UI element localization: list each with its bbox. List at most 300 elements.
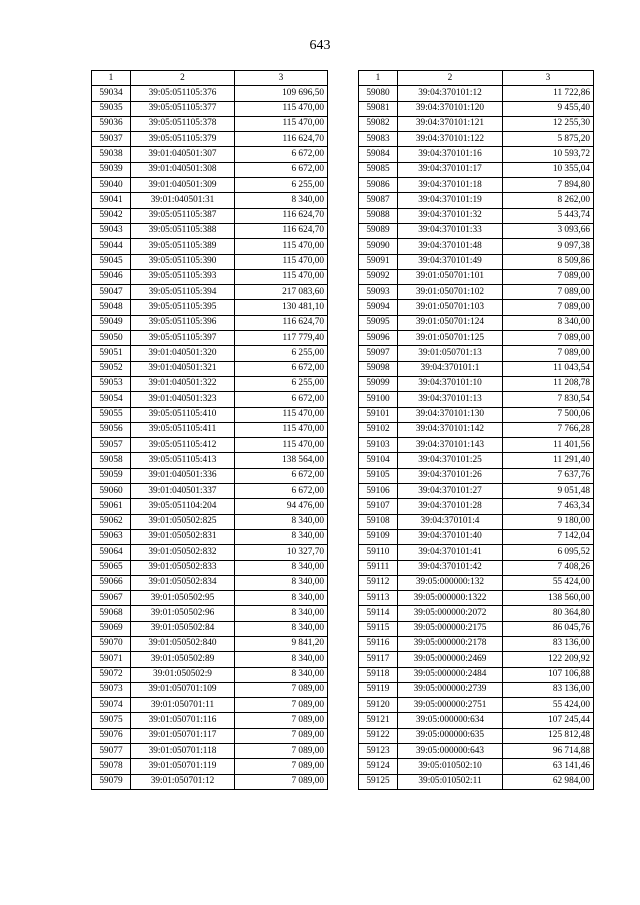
table-row: [359, 514, 594, 529]
cadastral-number-cell: 39:04:370101:4: [398, 514, 503, 529]
value-cell: 10 355,04: [503, 162, 594, 177]
table-row: [359, 254, 594, 269]
cadastral-number-cell: 39:04:370101:49: [398, 254, 503, 269]
value-cell: 116 624,70: [235, 315, 328, 330]
table-header-row: [92, 71, 328, 86]
table-row: [359, 407, 594, 422]
cadastral-number-cell: 39:01:040501:337: [131, 484, 235, 499]
cadastral-number-cell: 39:04:370101:42: [398, 560, 503, 575]
value-cell: 116 624,70: [235, 208, 328, 223]
cadastral-number-cell: 39:05:051105:412: [131, 438, 235, 453]
table-row: [92, 208, 328, 223]
value-cell: 7 089,00: [235, 728, 328, 743]
row-number-cell: 59053: [92, 376, 131, 391]
value-cell: 8 340,00: [235, 529, 328, 544]
cadastral-number-cell: 39:01:040501:309: [131, 178, 235, 193]
table-left: [91, 70, 328, 790]
row-number-cell: 59107: [359, 499, 398, 514]
value-cell: 7 089,00: [503, 331, 594, 346]
value-cell: 9 180,00: [503, 514, 594, 529]
table-row: [92, 713, 328, 728]
table-row: [92, 499, 328, 514]
table-row: [359, 728, 594, 743]
table-row: [359, 759, 594, 774]
row-number-cell: 59039: [92, 162, 131, 177]
row-number-cell: 59062: [92, 514, 131, 529]
cadastral-number-cell: 39:01:050701:12: [131, 774, 235, 789]
cadastral-number-cell: 39:01:050502:84: [131, 621, 235, 636]
table-row: [359, 667, 594, 682]
row-number-cell: 59095: [359, 315, 398, 330]
row-number-cell: 59114: [359, 606, 398, 621]
row-number-cell: 59123: [359, 744, 398, 759]
cadastral-number-cell: 39:01:040501:31: [131, 193, 235, 208]
table-header-row: [359, 71, 594, 86]
cadastral-number-cell: 39:04:370101:12: [398, 86, 503, 101]
row-number-cell: 59050: [92, 331, 131, 346]
cadastral-number-cell: 39:04:370101:13: [398, 392, 503, 407]
row-number-cell: 59035: [92, 101, 131, 116]
row-number-cell: 59109: [359, 529, 398, 544]
cadastral-number-cell: 39:04:370101:10: [398, 376, 503, 391]
cadastral-number-cell: 39:04:370101:19: [398, 193, 503, 208]
row-number-cell: 59083: [359, 132, 398, 147]
table-row: [359, 698, 594, 713]
table-row: [359, 101, 594, 116]
row-number-cell: 59073: [92, 682, 131, 697]
cadastral-number-cell: 39:01:050502:96: [131, 606, 235, 621]
row-number-cell: 59094: [359, 300, 398, 315]
table-row: [359, 636, 594, 651]
table-row: [359, 269, 594, 284]
value-cell: 7 089,00: [235, 698, 328, 713]
row-number-cell: 59077: [92, 744, 131, 759]
cadastral-number-cell: 39:01:040501:307: [131, 147, 235, 162]
value-cell: 107 106,88: [503, 667, 594, 682]
row-number-cell: 59120: [359, 698, 398, 713]
value-cell: 8 340,00: [503, 315, 594, 330]
table-row: [359, 331, 594, 346]
table-row: [359, 223, 594, 238]
value-cell: 107 245,44: [503, 713, 594, 728]
value-cell: 6 095,52: [503, 545, 594, 560]
table-row: [359, 285, 594, 300]
row-number-cell: 59071: [92, 652, 131, 667]
row-number-cell: 59058: [92, 453, 131, 468]
row-number-cell: 59072: [92, 667, 131, 682]
cadastral-number-cell: 39:05:051105:378: [131, 116, 235, 131]
row-number-cell: 59111: [359, 560, 398, 575]
value-cell: 125 812,48: [503, 728, 594, 743]
row-number-cell: 59102: [359, 422, 398, 437]
cadastral-number-cell: 39:01:050701:124: [398, 315, 503, 330]
cadastral-number-cell: 39:01:040501:323: [131, 392, 235, 407]
row-number-cell: 59052: [92, 361, 131, 376]
value-cell: 8 340,00: [235, 652, 328, 667]
cadastral-number-cell: 39:05:051105:387: [131, 208, 235, 223]
value-cell: 80 364,80: [503, 606, 594, 621]
row-number-cell: 59067: [92, 591, 131, 606]
row-number-cell: 59089: [359, 223, 398, 238]
table-row: [92, 636, 328, 651]
table-row: [359, 499, 594, 514]
value-cell: 7 089,00: [235, 713, 328, 728]
cadastral-number-cell: 39:01:050701:116: [131, 713, 235, 728]
table-row: [92, 147, 328, 162]
table-right: [358, 70, 594, 790]
table-row: [92, 438, 328, 453]
table-row: [92, 575, 328, 590]
table-row: [359, 682, 594, 697]
row-number-cell: 59100: [359, 392, 398, 407]
table-row: [92, 453, 328, 468]
column-header-number: 1: [92, 71, 131, 86]
table-row: [359, 193, 594, 208]
value-cell: 7 089,00: [503, 300, 594, 315]
row-number-cell: 59034: [92, 86, 131, 101]
value-cell: 115 470,00: [235, 101, 328, 116]
cadastral-number-cell: 39:04:370101:18: [398, 178, 503, 193]
row-number-cell: 59082: [359, 116, 398, 131]
table-row: [92, 331, 328, 346]
row-number-cell: 59086: [359, 178, 398, 193]
table-row: [359, 621, 594, 636]
value-cell: 96 714,88: [503, 744, 594, 759]
value-cell: 7 766,28: [503, 422, 594, 437]
cadastral-number-cell: 39:04:370101:28: [398, 499, 503, 514]
table-row: [359, 300, 594, 315]
row-number-cell: 59042: [92, 208, 131, 223]
cadastral-number-cell: 39:05:000000:634: [398, 713, 503, 728]
value-cell: 115 470,00: [235, 422, 328, 437]
row-number-cell: 59049: [92, 315, 131, 330]
value-cell: 11 401,56: [503, 438, 594, 453]
table-row: [359, 438, 594, 453]
table-row: [92, 315, 328, 330]
table-row: [92, 514, 328, 529]
value-cell: 115 470,00: [235, 239, 328, 254]
table-row: [359, 774, 594, 789]
cadastral-number-cell: 39:05:000000:132: [398, 575, 503, 590]
cadastral-number-cell: 39:05:000000:635: [398, 728, 503, 743]
table-row: [92, 728, 328, 743]
table-row: [92, 300, 328, 315]
table-row: [92, 254, 328, 269]
row-number-cell: 59070: [92, 636, 131, 651]
value-cell: 5 875,20: [503, 132, 594, 147]
cadastral-number-cell: 39:01:050701:101: [398, 269, 503, 284]
row-number-cell: 59115: [359, 621, 398, 636]
row-number-cell: 59098: [359, 361, 398, 376]
value-cell: 7 408,26: [503, 560, 594, 575]
cadastral-number-cell: 39:05:051105:388: [131, 223, 235, 238]
value-cell: 12 255,30: [503, 116, 594, 131]
value-cell: 5 443,74: [503, 208, 594, 223]
cadastral-number-cell: 39:01:050701:117: [131, 728, 235, 743]
row-number-cell: 59048: [92, 300, 131, 315]
value-cell: 10 593,72: [503, 147, 594, 162]
cadastral-number-cell: 39:05:051105:379: [131, 132, 235, 147]
row-number-cell: 59113: [359, 591, 398, 606]
value-cell: 9 097,38: [503, 239, 594, 254]
row-number-cell: 59078: [92, 759, 131, 774]
value-cell: 7 089,00: [235, 774, 328, 789]
table-row: [359, 147, 594, 162]
row-number-cell: 59090: [359, 239, 398, 254]
cadastral-number-cell: 39:01:050701:11: [131, 698, 235, 713]
cadastral-number-cell: 39:04:370101:41: [398, 545, 503, 560]
table-row: [92, 545, 328, 560]
row-number-cell: 59116: [359, 636, 398, 651]
table-row: [92, 468, 328, 483]
column-header-cadastral: 2: [398, 71, 503, 86]
table-row: [359, 545, 594, 560]
value-cell: 115 470,00: [235, 407, 328, 422]
value-cell: 116 624,70: [235, 132, 328, 147]
row-number-cell: 59112: [359, 575, 398, 590]
row-number-cell: 59076: [92, 728, 131, 743]
table-row: [359, 392, 594, 407]
row-number-cell: 59106: [359, 484, 398, 499]
value-cell: 6 672,00: [235, 392, 328, 407]
cadastral-number-cell: 39:01:050701:103: [398, 300, 503, 315]
table-row: [92, 193, 328, 208]
row-number-cell: 59088: [359, 208, 398, 223]
value-cell: 138 564,00: [235, 453, 328, 468]
row-number-cell: 59043: [92, 223, 131, 238]
cadastral-number-cell: 39:04:370101:120: [398, 101, 503, 116]
value-cell: 8 340,00: [235, 621, 328, 636]
cadastral-number-cell: 39:05:051105:390: [131, 254, 235, 269]
row-number-cell: 59099: [359, 376, 398, 391]
table-row: [92, 774, 328, 789]
cadastral-number-cell: 39:01:050701:102: [398, 285, 503, 300]
table-row: [359, 376, 594, 391]
value-cell: 55 424,00: [503, 698, 594, 713]
table-right-body: [359, 86, 594, 790]
cadastral-number-cell: 39:05:051105:393: [131, 269, 235, 284]
row-number-cell: 59051: [92, 346, 131, 361]
value-cell: 7 463,34: [503, 499, 594, 514]
table-row: [359, 178, 594, 193]
row-number-cell: 59047: [92, 285, 131, 300]
cadastral-number-cell: 39:04:370101:1: [398, 361, 503, 376]
cadastral-number-cell: 39:04:370101:130: [398, 407, 503, 422]
row-number-cell: 59063: [92, 529, 131, 544]
table-row: [359, 468, 594, 483]
row-number-cell: 59040: [92, 178, 131, 193]
table-row: [92, 621, 328, 636]
row-number-cell: 59038: [92, 147, 131, 162]
row-number-cell: 59080: [359, 86, 398, 101]
table-row: [92, 667, 328, 682]
value-cell: 116 624,70: [235, 223, 328, 238]
table-row: [359, 162, 594, 177]
table-row: [92, 392, 328, 407]
table-row: [92, 239, 328, 254]
value-cell: 11 208,78: [503, 376, 594, 391]
table-row: [359, 132, 594, 147]
value-cell: 8 340,00: [235, 560, 328, 575]
cadastral-number-cell: 39:05:051105:395: [131, 300, 235, 315]
value-cell: 7 637,76: [503, 468, 594, 483]
row-number-cell: 59045: [92, 254, 131, 269]
value-cell: 62 984,00: [503, 774, 594, 789]
row-number-cell: 59104: [359, 453, 398, 468]
row-number-cell: 59054: [92, 392, 131, 407]
table-row: [92, 116, 328, 131]
table-row: [92, 484, 328, 499]
row-number-cell: 59118: [359, 667, 398, 682]
row-number-cell: 59060: [92, 484, 131, 499]
row-number-cell: 59101: [359, 407, 398, 422]
value-cell: 11 043,54: [503, 361, 594, 376]
table-row: [92, 162, 328, 177]
value-cell: 8 340,00: [235, 193, 328, 208]
cadastral-number-cell: 39:04:370101:32: [398, 208, 503, 223]
value-cell: 7 089,00: [503, 285, 594, 300]
table-row: [359, 560, 594, 575]
cadastral-number-cell: 39:01:050502:831: [131, 529, 235, 544]
table-row: [359, 116, 594, 131]
cadastral-number-cell: 39:01:040501:308: [131, 162, 235, 177]
row-number-cell: 59121: [359, 713, 398, 728]
cadastral-number-cell: 39:04:370101:121: [398, 116, 503, 131]
row-number-cell: 59055: [92, 407, 131, 422]
table-left-body: [92, 86, 328, 790]
cadastral-number-cell: 39:01:040501:321: [131, 361, 235, 376]
table-row: [92, 759, 328, 774]
table-row: [359, 361, 594, 376]
cadastral-number-cell: 39:05:000000:2175: [398, 621, 503, 636]
value-cell: 8 262,00: [503, 193, 594, 208]
value-cell: 115 470,00: [235, 254, 328, 269]
value-cell: 6 672,00: [235, 162, 328, 177]
table-row: [92, 682, 328, 697]
table-row: [92, 652, 328, 667]
table-row: [92, 744, 328, 759]
table-row: [92, 591, 328, 606]
value-cell: 115 470,00: [235, 269, 328, 284]
cadastral-number-cell: 39:05:000000:2484: [398, 667, 503, 682]
table-row: [359, 529, 594, 544]
table-row: [359, 484, 594, 499]
row-number-cell: 59059: [92, 468, 131, 483]
table-row: [92, 606, 328, 621]
value-cell: 115 470,00: [235, 116, 328, 131]
table-row: [359, 239, 594, 254]
row-number-cell: 59097: [359, 346, 398, 361]
cadastral-number-cell: 39:01:050701:13: [398, 346, 503, 361]
row-number-cell: 59087: [359, 193, 398, 208]
value-cell: 138 560,00: [503, 591, 594, 606]
row-number-cell: 59124: [359, 759, 398, 774]
table-row: [92, 422, 328, 437]
value-cell: 11 722,86: [503, 86, 594, 101]
value-cell: 7 500,06: [503, 407, 594, 422]
cadastral-number-cell: 39:05:051105:377: [131, 101, 235, 116]
row-number-cell: 59046: [92, 269, 131, 284]
table-row: [92, 285, 328, 300]
value-cell: 3 093,66: [503, 223, 594, 238]
value-cell: 8 509,86: [503, 254, 594, 269]
row-number-cell: 59110: [359, 545, 398, 560]
row-number-cell: 59069: [92, 621, 131, 636]
cadastral-number-cell: 39:05:051105:413: [131, 453, 235, 468]
cadastral-number-cell: 39:04:370101:27: [398, 484, 503, 499]
column-header-value: 3: [235, 71, 328, 86]
value-cell: 217 083,60: [235, 285, 328, 300]
cadastral-number-cell: 39:05:000000:2178: [398, 636, 503, 651]
cadastral-number-cell: 39:05:000000:2072: [398, 606, 503, 621]
column-header-value: 3: [503, 71, 594, 86]
table-row: [359, 591, 594, 606]
cadastral-number-cell: 39:01:050701:119: [131, 759, 235, 774]
cadastral-number-cell: 39:04:370101:48: [398, 239, 503, 254]
cadastral-number-cell: 39:01:040501:336: [131, 468, 235, 483]
value-cell: 115 470,00: [235, 438, 328, 453]
row-number-cell: 59108: [359, 514, 398, 529]
table-row: [92, 178, 328, 193]
row-number-cell: 59125: [359, 774, 398, 789]
value-cell: 8 340,00: [235, 667, 328, 682]
cadastral-number-cell: 39:04:370101:143: [398, 438, 503, 453]
cadastral-number-cell: 39:01:050502:825: [131, 514, 235, 529]
row-number-cell: 59074: [92, 698, 131, 713]
value-cell: 117 779,40: [235, 331, 328, 346]
cadastral-number-cell: 39:05:000000:2739: [398, 682, 503, 697]
row-number-cell: 59092: [359, 269, 398, 284]
row-number-cell: 59066: [92, 575, 131, 590]
row-number-cell: 59065: [92, 560, 131, 575]
table-row: [92, 529, 328, 544]
table-row: [92, 407, 328, 422]
value-cell: 7 142,04: [503, 529, 594, 544]
table-row: [92, 376, 328, 391]
value-cell: 9 051,48: [503, 484, 594, 499]
row-number-cell: 59075: [92, 713, 131, 728]
column-header-number: 1: [359, 71, 398, 86]
value-cell: 6 672,00: [235, 484, 328, 499]
value-cell: 63 141,46: [503, 759, 594, 774]
value-cell: 8 340,00: [235, 575, 328, 590]
value-cell: 11 291,40: [503, 453, 594, 468]
cadastral-number-cell: 39:01:050502:9: [131, 667, 235, 682]
row-number-cell: 59081: [359, 101, 398, 116]
value-cell: 7 830,54: [503, 392, 594, 407]
value-cell: 6 672,00: [235, 468, 328, 483]
table-row: [92, 698, 328, 713]
value-cell: 7 089,00: [235, 759, 328, 774]
row-number-cell: 59041: [92, 193, 131, 208]
cadastral-number-cell: 39:04:370101:40: [398, 529, 503, 544]
cadastral-number-cell: 39:05:051105:397: [131, 331, 235, 346]
row-number-cell: 59061: [92, 499, 131, 514]
cadastral-number-cell: 39:01:050701:118: [131, 744, 235, 759]
cadastral-number-cell: 39:05:000000:1322: [398, 591, 503, 606]
value-cell: 6 255,00: [235, 376, 328, 391]
value-cell: 122 209,92: [503, 652, 594, 667]
cadastral-number-cell: 39:01:050502:833: [131, 560, 235, 575]
value-cell: 8 340,00: [235, 514, 328, 529]
table-row: [359, 713, 594, 728]
value-cell: 7 894,80: [503, 178, 594, 193]
row-number-cell: 59068: [92, 606, 131, 621]
value-cell: 86 045,76: [503, 621, 594, 636]
row-number-cell: 59105: [359, 468, 398, 483]
cadastral-number-cell: 39:05:000000:2469: [398, 652, 503, 667]
cadastral-number-cell: 39:01:050502:832: [131, 545, 235, 560]
